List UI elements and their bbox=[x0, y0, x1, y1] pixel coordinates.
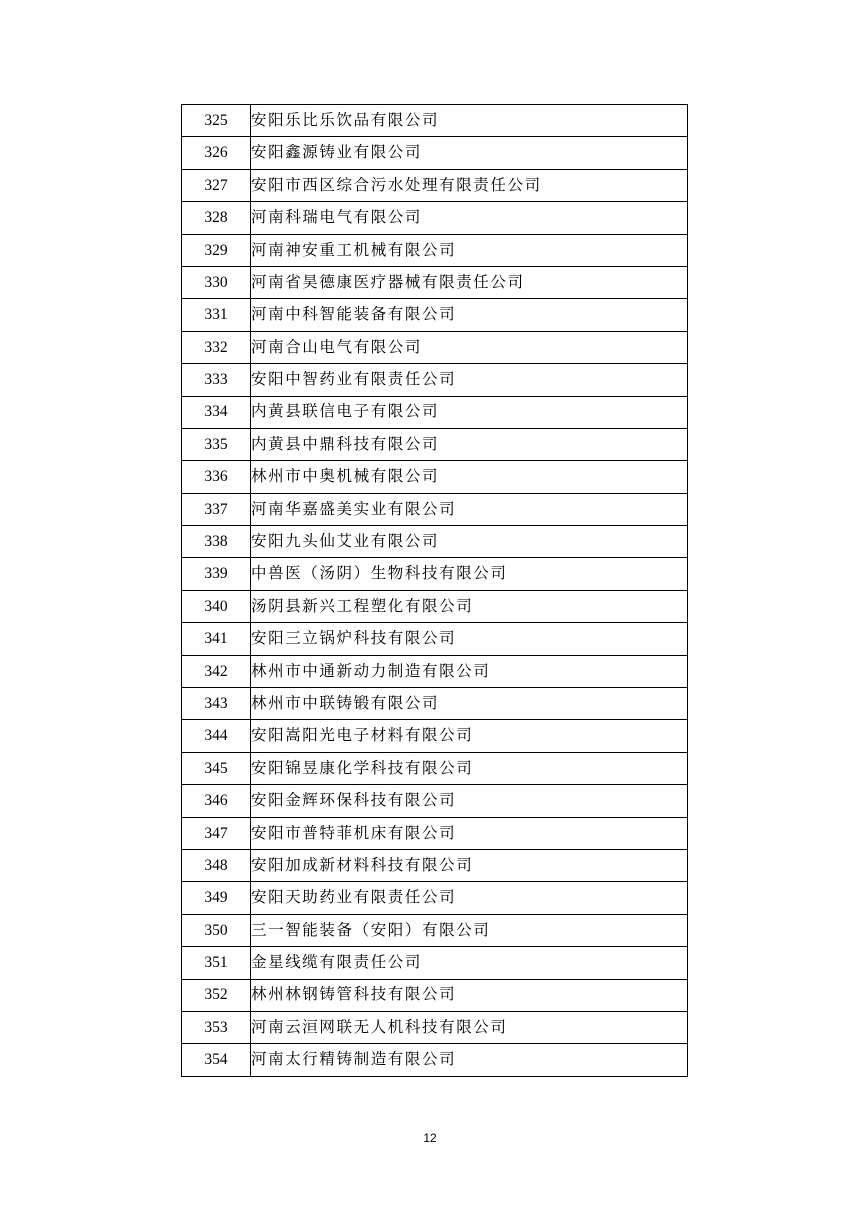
table-row bbox=[182, 720, 688, 752]
row-number-cell: 343 bbox=[182, 688, 251, 720]
table-row bbox=[182, 655, 688, 687]
company-name-cell: 内黄县联信电子有限公司 bbox=[251, 396, 688, 428]
company-name-cell: 河南科瑞电气有限公司 bbox=[251, 202, 688, 234]
page-number: 12 bbox=[423, 1131, 437, 1145]
company-name-cell: 河南华嘉盛美实业有限公司 bbox=[251, 493, 688, 525]
company-name-cell: 河南神安重工机械有限公司 bbox=[251, 234, 688, 266]
table-body bbox=[182, 105, 688, 1077]
row-number-cell: 354 bbox=[182, 1044, 251, 1076]
table-row bbox=[182, 299, 688, 331]
row-number-cell: 330 bbox=[182, 266, 251, 298]
company-name-cell: 安阳三立锅炉科技有限公司 bbox=[251, 623, 688, 655]
company-name-cell: 河南省昊德康医疗器械有限责任公司 bbox=[251, 266, 688, 298]
company-name-cell: 安阳市普特菲机床有限公司 bbox=[251, 817, 688, 849]
company-name-cell: 河南中科智能装备有限公司 bbox=[251, 299, 688, 331]
table-row bbox=[182, 137, 688, 169]
row-number-cell: 342 bbox=[182, 655, 251, 687]
table-row bbox=[182, 234, 688, 266]
table-row bbox=[182, 202, 688, 234]
table-row bbox=[182, 558, 688, 590]
company-name-cell: 安阳加成新材料科技有限公司 bbox=[251, 849, 688, 881]
company-name-cell: 金星线缆有限责任公司 bbox=[251, 947, 688, 979]
row-number-cell: 335 bbox=[182, 428, 251, 460]
company-name-cell: 林州市中联铸锻有限公司 bbox=[251, 688, 688, 720]
row-number-cell: 336 bbox=[182, 461, 251, 493]
row-number-cell: 333 bbox=[182, 364, 251, 396]
table-row bbox=[182, 428, 688, 460]
row-number-cell: 331 bbox=[182, 299, 251, 331]
company-name-cell: 安阳嵩阳光电子材料有限公司 bbox=[251, 720, 688, 752]
company-name-cell: 安阳鑫源铸业有限公司 bbox=[251, 137, 688, 169]
row-number-cell: 347 bbox=[182, 817, 251, 849]
table-row bbox=[182, 493, 688, 525]
table-row bbox=[182, 979, 688, 1011]
table-row bbox=[182, 590, 688, 622]
row-number-cell: 351 bbox=[182, 947, 251, 979]
company-name-cell: 汤阴县新兴工程塑化有限公司 bbox=[251, 590, 688, 622]
table-row bbox=[182, 266, 688, 298]
company-name-cell: 安阳市西区综合污水处理有限责任公司 bbox=[251, 169, 688, 201]
table-row bbox=[182, 1011, 688, 1043]
row-number-cell: 332 bbox=[182, 331, 251, 363]
table-row bbox=[182, 526, 688, 558]
table-row bbox=[182, 169, 688, 201]
row-number-cell: 327 bbox=[182, 169, 251, 201]
company-name-cell: 河南太行精铸制造有限公司 bbox=[251, 1044, 688, 1076]
company-name-cell: 河南合山电气有限公司 bbox=[251, 331, 688, 363]
row-number-cell: 341 bbox=[182, 623, 251, 655]
table-row bbox=[182, 688, 688, 720]
table-row bbox=[182, 914, 688, 946]
row-number-cell: 346 bbox=[182, 785, 251, 817]
table-row bbox=[182, 752, 688, 784]
company-name-cell: 安阳天助药业有限责任公司 bbox=[251, 882, 688, 914]
row-number-cell: 337 bbox=[182, 493, 251, 525]
row-number-cell: 334 bbox=[182, 396, 251, 428]
company-name-cell: 安阳乐比乐饮品有限公司 bbox=[251, 105, 688, 137]
row-number-cell: 350 bbox=[182, 914, 251, 946]
company-name-cell: 河南云洹网联无人机科技有限公司 bbox=[251, 1011, 688, 1043]
table-row bbox=[182, 623, 688, 655]
row-number-cell: 339 bbox=[182, 558, 251, 590]
table-row bbox=[182, 331, 688, 363]
row-number-cell: 325 bbox=[182, 105, 251, 137]
row-number-cell: 352 bbox=[182, 979, 251, 1011]
table-row bbox=[182, 461, 688, 493]
table-row bbox=[182, 396, 688, 428]
company-name-cell: 林州市中奥机械有限公司 bbox=[251, 461, 688, 493]
table-row bbox=[182, 882, 688, 914]
table-row bbox=[182, 947, 688, 979]
company-name-cell: 安阳锦昱康化学科技有限公司 bbox=[251, 752, 688, 784]
company-name-cell: 安阳金辉环保科技有限公司 bbox=[251, 785, 688, 817]
table-row bbox=[182, 105, 688, 137]
table-row bbox=[182, 785, 688, 817]
row-number-cell: 326 bbox=[182, 137, 251, 169]
row-number-cell: 353 bbox=[182, 1011, 251, 1043]
company-name-cell: 三一智能装备（安阳）有限公司 bbox=[251, 914, 688, 946]
table-row bbox=[182, 364, 688, 396]
table-row bbox=[182, 1044, 688, 1076]
table-row bbox=[182, 817, 688, 849]
company-name-cell: 林州市中通新动力制造有限公司 bbox=[251, 655, 688, 687]
row-number-cell: 344 bbox=[182, 720, 251, 752]
row-number-cell: 329 bbox=[182, 234, 251, 266]
company-list-table bbox=[181, 104, 688, 1077]
table-row bbox=[182, 849, 688, 881]
row-number-cell: 328 bbox=[182, 202, 251, 234]
company-name-cell: 内黄县中鼎科技有限公司 bbox=[251, 428, 688, 460]
row-number-cell: 340 bbox=[182, 590, 251, 622]
row-number-cell: 349 bbox=[182, 882, 251, 914]
company-name-cell: 安阳中智药业有限责任公司 bbox=[251, 364, 688, 396]
row-number-cell: 348 bbox=[182, 849, 251, 881]
company-name-cell: 安阳九头仙艾业有限公司 bbox=[251, 526, 688, 558]
row-number-cell: 345 bbox=[182, 752, 251, 784]
company-name-cell: 林州林钢铸管科技有限公司 bbox=[251, 979, 688, 1011]
company-name-cell: 中兽医（汤阴）生物科技有限公司 bbox=[251, 558, 688, 590]
row-number-cell: 338 bbox=[182, 526, 251, 558]
